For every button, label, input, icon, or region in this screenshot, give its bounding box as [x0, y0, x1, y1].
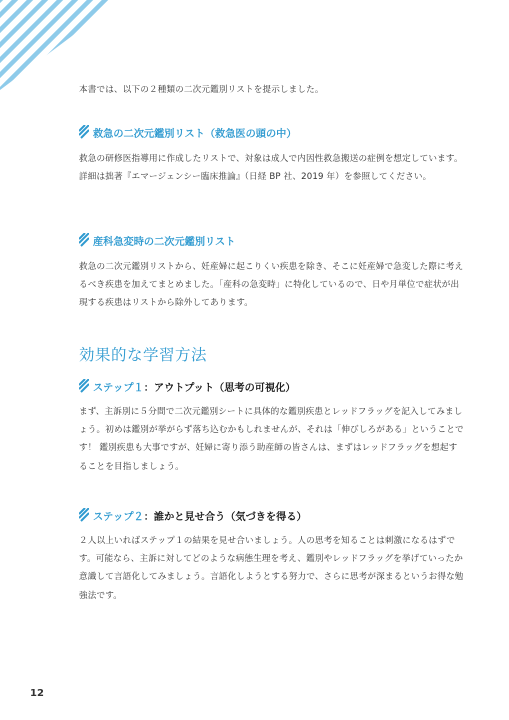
section1-body: 救急の研修医指導用に作成したリストで、対象は成人で内因性救急搬送の症例を想定しています。詳細は拙著『エマージェンシー臨床推論』（日経 BP 社、2019 年）を参照してください。: [79, 154, 463, 183]
step1-heading: [79, 378, 296, 394]
section1-heading: [79, 124, 297, 140]
section2-heading: [79, 232, 235, 248]
section1-heading-text: 救急の二次元鑑別リスト（救急医の頭の中）: [93, 128, 297, 140]
step2-body: ２人以上いればステップ１の結果を見せ合いましょう。人の思考を知ることは刺激になるはずです。可能なら、主訴に対してどのような病態生理を考え、鑑別やレッドフラッグを挙げていったか意識して言語化してみましょう。言語化しようとする努力で、さらに思考が深まるというお得な勉強法です。: [79, 536, 464, 601]
main-heading: 効果的な学習方法: [79, 346, 208, 364]
heading-mark-icon: [79, 508, 89, 522]
section2-heading-text: 産科急変時の二次元鑑別リスト: [93, 236, 236, 248]
intro-paragraph: 本書では、以下の２種類の二次元鑑別リストを提示しました。: [79, 85, 324, 95]
step2-title: ：誰かと見せ合う（気づきを得る）: [143, 511, 307, 523]
step2-label: ステップ２: [93, 511, 144, 523]
step1-title: ：アウトプット（思考の可視化）: [143, 382, 296, 394]
step2-heading: [79, 507, 307, 523]
heading-mark-icon: [79, 379, 89, 393]
section2-body: 救急の二次元鑑別リストから、妊産婦に起こりくい疾患を除き、そこに妊産婦で急変した際に考えるべき疾患を加えてまとめました。「産科の急変時」に特化しているので、日や月単位で症状が出現する疾患はリストから除外してあります。: [79, 262, 464, 309]
heading-mark-icon: [79, 125, 89, 139]
corner-stripes-decoration: [0, 0, 120, 90]
step1-label: ステップ１: [93, 382, 144, 394]
step1-body: まず、主訴別に５分間で二次元鑑別シートに具体的な鑑別疾患とレッドフラッグを記入してみましょう。初めは鑑別が挙がらず落ち込むかもしれませんが、それは「伸びしろがある」ということです！ 鑑別疾患も大事ですが、妊婦に寄り添う助産師の皆さんは、まずはレッドフラッグを想起することを目指しましょう。: [79, 407, 464, 472]
heading-mark-icon: [79, 233, 89, 247]
page-number: 12: [30, 688, 44, 699]
